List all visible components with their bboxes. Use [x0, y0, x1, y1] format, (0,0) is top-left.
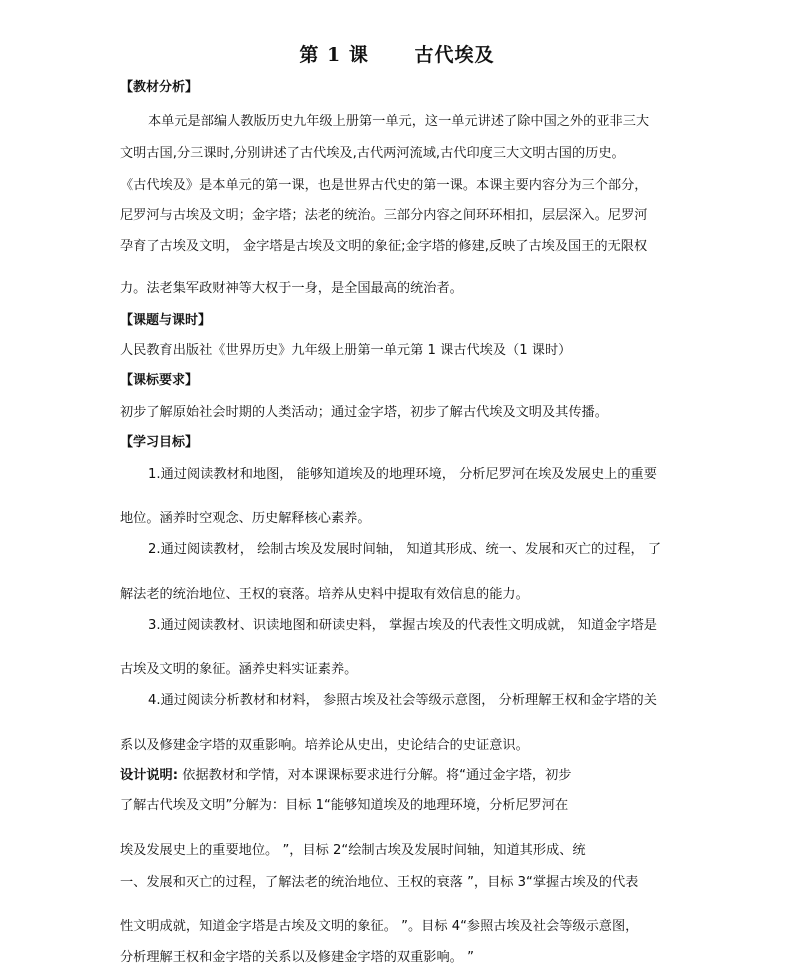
design-note-label: 设计说明: — [120, 768, 179, 783]
analysis-line: 《古代埃及》是本单元的第一课，也是世界古代史的第一课。本课主要内容分为三个部分， — [120, 178, 648, 193]
design-note-line: 性文明成就，知道金字塔是古埃及文明的象征。 ”。目标 4“参照古埃及社会等级示意图， — [120, 919, 639, 934]
section-heading-analysis: 【教材分析】 — [120, 80, 199, 95]
design-note-text: 依据教材和学情，对本课课标要求进行分解。将“通过金字塔，初步 — [178, 768, 572, 783]
analysis-line: 孕育了古埃及文明， 金字塔是古埃及文明的象征;金字塔的修建,反映了古埃及国王的无限权 — [120, 239, 648, 254]
goal-line: 解法老的统治地位、王权的衰落。培养从史料中提取有效信息的能力。 — [120, 587, 529, 602]
analysis-line: 尼罗河与古埃及文明；金字塔；法老的统治。三部分内容之间环环相扣，层层深入。尼罗河 — [120, 208, 648, 223]
analysis-line: 本单元是部编人教版历史九年级上册第一单元，这一单元讲述了除中国之外的亚非三大 — [148, 114, 650, 129]
section-heading-standard: 【课标要求】 — [120, 373, 199, 388]
standard-text: 初步了解原始社会时期的人类活动；通过金字塔，初步了解古代埃及文明及其传播。 — [120, 405, 608, 420]
goal-line: 古埃及文明的象征。涵养史料实证素养。 — [120, 662, 358, 677]
design-note-line: 分析理解王权和金字塔的关系以及修建金字塔的双重影响。 ” — [120, 950, 474, 965]
page-title: 第 1 课 古代埃及 — [299, 44, 495, 66]
goal-line: 地位。涵养时空观念、历史解释核心素养。 — [120, 511, 371, 526]
section-heading-goals: 【学习目标】 — [120, 435, 199, 450]
design-note-line: 一、发展和灭亡的过程，了解法老的统治地位、王权的衰落 ”，目标 3“掌握古埃及的代表 — [120, 875, 639, 890]
analysis-line: 文明古国,分三课时,分别讲述了古代埃及,古代两河流域,古代印度三大文明古国的历史。 — [120, 146, 625, 161]
goal-line: 1.通过阅读教材和地图， 能够知道埃及的地理环境， 分析尼罗河在埃及发展史上的重要 — [148, 467, 657, 482]
analysis-line: 力。法老集军政财神等大权于一身，是全国最高的统治者。 — [120, 281, 463, 296]
design-note-line: 了解古代埃及文明”分解为：目标 1“能够知道埃及的地理环境，分析尼罗河在 — [120, 798, 569, 813]
design-note-first-line — [120, 767, 572, 785]
section-heading-topic: 【课题与课时】 — [120, 313, 212, 328]
goal-line: 3.通过阅读教材、识读地图和研读史料， 掌握古埃及的代表性文明成就， 知道金字塔是 — [148, 618, 657, 633]
goal-line: 4.通过阅读分析教材和材料， 参照古埃及社会等级示意图， 分析理解王权和金字塔的关 — [148, 693, 657, 708]
goal-line: 2.通过阅读教材， 绘制古埃及发展时间轴， 知道其形成、统一、发展和灭亡的过程， 了 — [148, 542, 662, 557]
topic-text: 人民教育出版社《世界历史》九年级上册第一单元第 1 课古代埃及（1 课时） — [120, 343, 572, 358]
design-note-line: 埃及发展史上的重要地位。 ”，目标 2“绘制古埃及发展时间轴，知道其形成、统 — [120, 843, 586, 858]
goal-line: 系以及修建金字塔的双重影响。培养论从史出，史论结合的史证意识。 — [120, 738, 529, 753]
